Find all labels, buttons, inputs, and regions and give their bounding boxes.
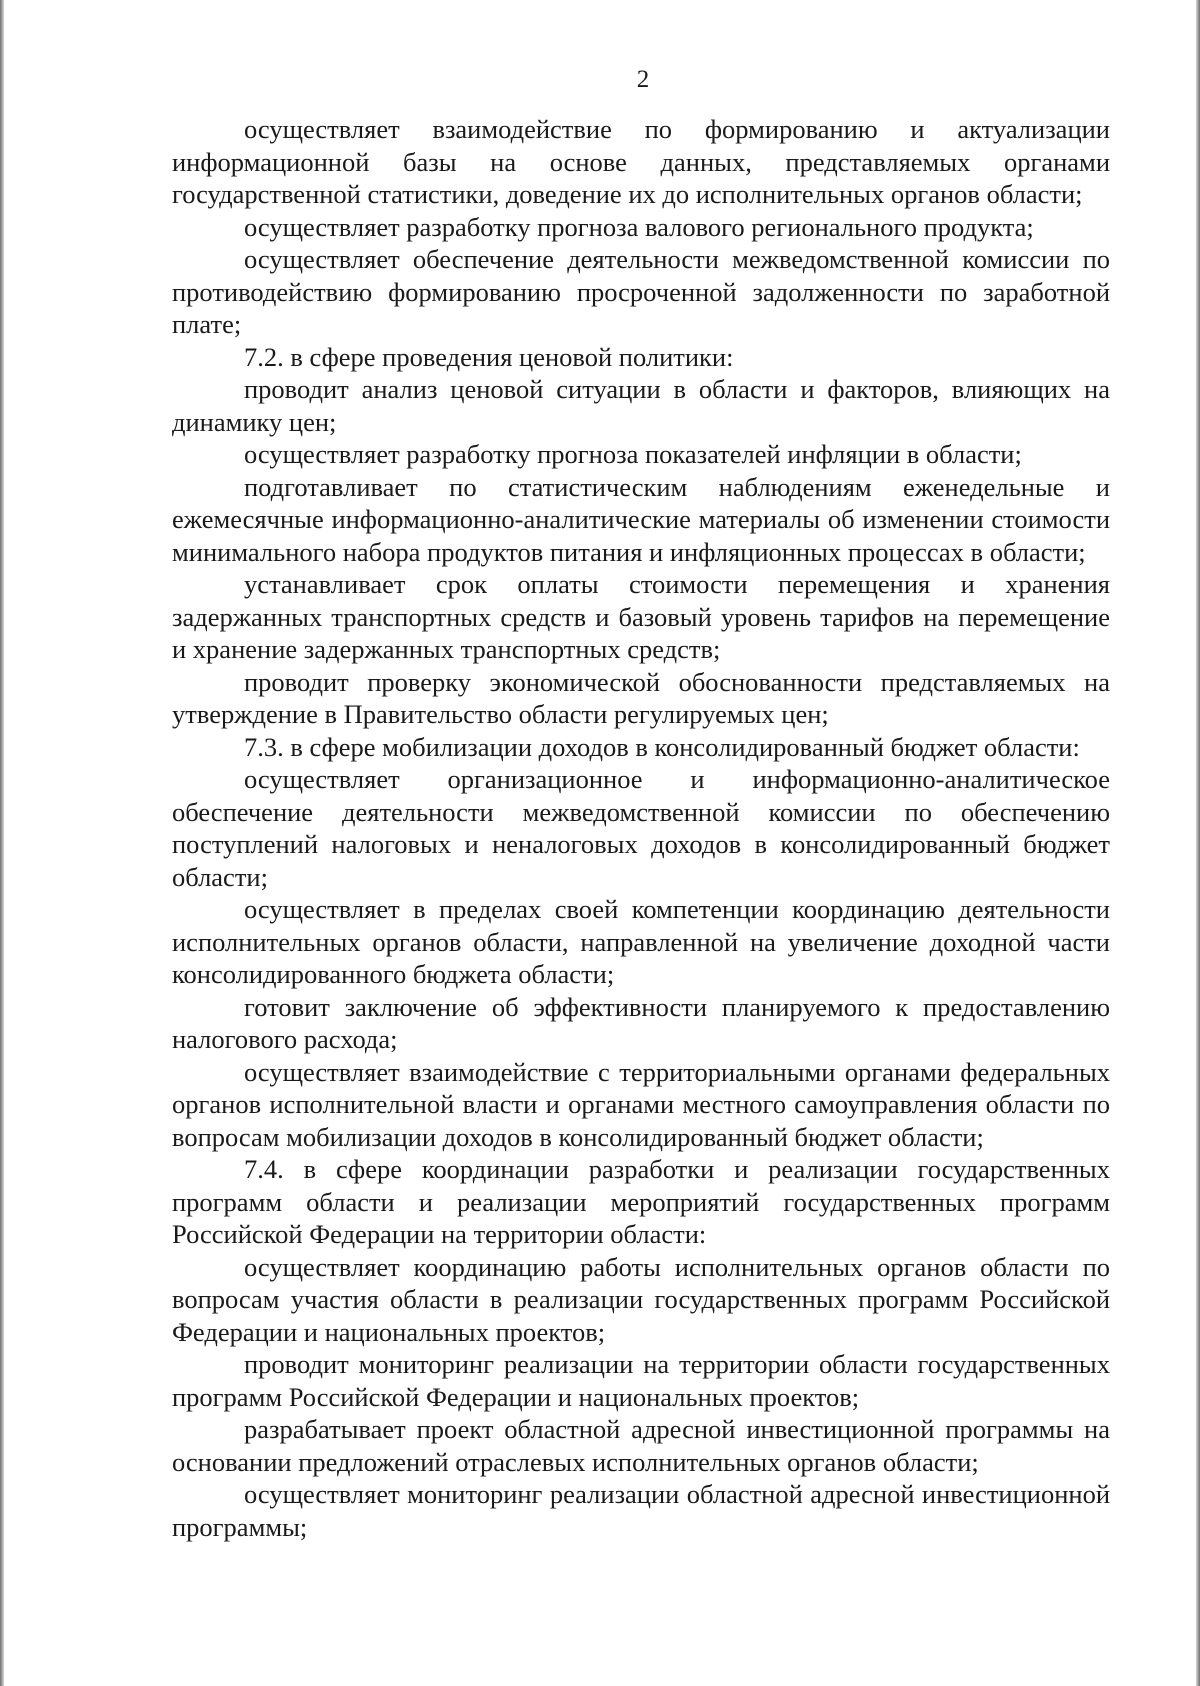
paragraph: осуществляет мониторинг реализации областной адресной инвестиционной программы;: [172, 1479, 1110, 1542]
paragraph: проводит анализ ценовой ситуации в области и факторов, влияющих на динамику цен;: [172, 374, 1110, 437]
paragraph: осуществляет координацию работы исполнительных органов области по вопросам участия области в реализации государственных программ Российской Федерации и национальных проектов;: [172, 1251, 1110, 1347]
section-heading-7-3: 7.3. в сфере мобилизации доходов в консолидированный бюджет области:: [244, 731, 1080, 762]
paragraph: осуществляет в пределах своей компетенции координацию деятельности исполнительных органов области, направленной на увеличение доходной части консолидированного бюджета области;: [172, 894, 1110, 989]
paragraph: осуществляет взаимодействие с территориальными органами федеральных органов исполнительной власти и органами местного самоуправления области по вопросам мобилизации доходов в консолидированный бюджет области;: [172, 1056, 1110, 1152]
section-heading-7-2: 7.2. в сфере проведения ценовой политики:: [244, 341, 734, 372]
paragraph: осуществляет организационное и информационно-аналитическое обеспечение деятельности межведомственной комиссии по обеспечению поступлений налоговых и неналоговых доходов в консолидированный бюджет области;: [172, 764, 1110, 892]
paragraph: устанавливает срок оплаты стоимости перемещения и хранения задержанных транспортных средств и базовый уровень тарифов на перемещение и хранение задержанных транспортных средств;: [172, 569, 1110, 664]
paragraph: осуществляет обеспечение деятельности межведомственной комиссии по противодействию формированию просроченной задолженности по заработной плате;: [172, 244, 1110, 339]
paragraph: готовит заключение об эффективности планируемого к предоставлению налогового расхода;: [172, 991, 1110, 1054]
paragraph: осуществляет разработку прогноза валового регионального продукта;: [244, 211, 1034, 242]
paragraph: осуществляет разработку прогноза показателей инфляции в области;: [244, 439, 1022, 469]
document-body: [172, 113, 1110, 1543]
paragraph: осуществляет взаимодействие по формированию и актуализации информационной базы на основе данных, представляемых органами государственной статистики, доведение их до исполнительных органов области;: [172, 114, 1110, 209]
section-heading-7-4: 7.4. в сфере координации разработки и реализации государственных программ области и реализации мероприятий государственных программ Российской Федерации на территории области:: [172, 1154, 1110, 1249]
paragraph: проводит мониторинг реализации на территории области государственных программ Российской Федерации и национальных проектов;: [172, 1349, 1110, 1412]
page-number: 2: [636, 66, 650, 93]
paragraph: подготавливает по статистическим наблюдениям еженедельные и ежемесячные информационно-аналитические материалы об изменении стоимости минимального набора продуктов питания и инфляционных процессах в области;: [172, 471, 1110, 567]
paragraph: проводит проверку экономической обоснованности представляемых на утверждение в Правительство области регулируемых цен;: [172, 666, 1110, 729]
paragraph: разрабатывает проект областной адресной инвестиционной программы на основании предложений отраслевых исполнительных органов области;: [172, 1414, 1110, 1477]
